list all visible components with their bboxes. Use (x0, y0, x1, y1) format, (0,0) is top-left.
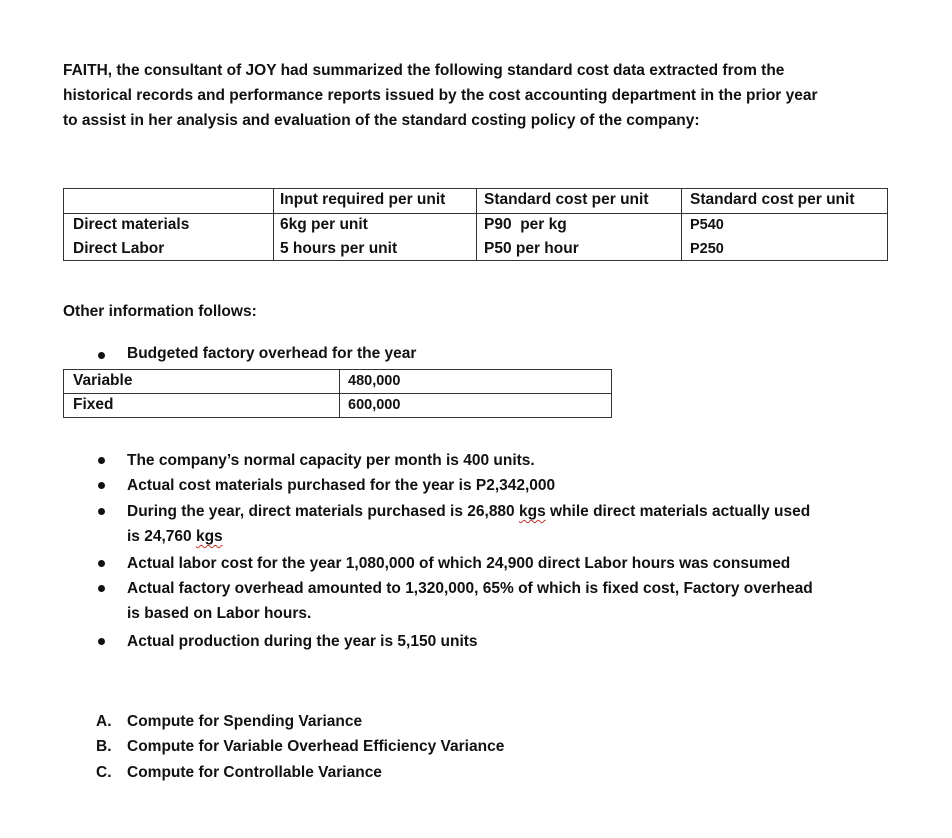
bullet-icon (98, 457, 105, 464)
spellcheck-word: kgs (195, 528, 223, 545)
table-cell: Fixed (73, 396, 114, 413)
question-letter: C. (96, 764, 112, 781)
list-item-text: During the year, direct materials purchased is 26,880 (127, 503, 519, 520)
question-letter: A. (96, 713, 112, 730)
list-item (127, 551, 897, 576)
table-divider (273, 189, 274, 260)
table-cell: Variable (73, 372, 133, 389)
question-item (96, 760, 382, 785)
table-divider (339, 370, 340, 417)
list-item-text: is based on Labor hours. (127, 605, 312, 622)
list-item-text: Actual cost materials purchased for the year is P2,342,000 (127, 477, 556, 494)
bullet-icon (98, 508, 105, 515)
question-text: Compute for Controllable Variance (127, 764, 382, 781)
list-item-text: while direct materials actually used (545, 503, 811, 520)
list-item-text: Actual labor cost for the year 1,080,000 of which 24,900 direct Labor hours was consumed (127, 555, 791, 572)
intro-line-1: FAITH, the consultant of JOY had summarized the following standard cost data extracted from the (63, 62, 785, 79)
question-item (96, 709, 362, 734)
table-cell: 5 hours per unit (280, 240, 398, 257)
list-item-text: Actual production during the year is 5,150 units (127, 633, 478, 650)
list-item (127, 448, 897, 473)
table-cell: 480,000 (348, 373, 401, 389)
spellcheck-word: kgs (518, 503, 546, 520)
overhead-table (63, 369, 612, 418)
bullet-icon (98, 638, 105, 645)
list-item (127, 576, 897, 626)
bullet-icon (98, 352, 105, 359)
table-divider (681, 189, 682, 260)
table-cell: P50 per hour (484, 240, 579, 257)
list-item (127, 629, 897, 654)
question-text: Compute for Spending Variance (127, 713, 363, 730)
list-item (127, 473, 897, 498)
bullet-icon (98, 482, 105, 489)
column-header: Standard cost per unit (484, 191, 649, 208)
list-item-text: The company’s normal capacity per month is 400 units. (127, 452, 535, 469)
table-cell: Direct materials (73, 216, 190, 233)
list-item-text: Actual factory overhead amounted to 1,320,000, 65% of which is fixed cost, Factory overhead (127, 580, 813, 597)
question-item (96, 734, 504, 759)
bullet-icon (98, 560, 105, 567)
table-cell: 600,000 (348, 397, 401, 413)
table-cell: P90 per kg (484, 216, 567, 233)
standard-cost-table (63, 188, 888, 261)
table-cell: Direct Labor (73, 240, 165, 257)
table-cell: P250 (690, 241, 724, 257)
intro-line-2: historical records and performance reports issued by the cost accounting department in the prior year (63, 87, 818, 104)
list-item-text: is 24,760 (127, 528, 196, 545)
table-cell: 6kg per unit (280, 216, 368, 233)
question-text: Compute for Variable Overhead Efficiency Variance (127, 738, 505, 755)
column-header: Standard cost per unit (690, 191, 855, 208)
table-divider (64, 393, 611, 394)
other-info-label: Other information follows: (63, 303, 257, 320)
intro-line-3: to assist in her analysis and evaluation of the standard costing policy of the company: (63, 112, 700, 129)
column-header: Input required per unit (280, 191, 446, 208)
intro-paragraph (63, 58, 903, 133)
bullet-icon (98, 585, 105, 592)
overhead-title: Budgeted factory overhead for the year (127, 345, 417, 362)
list-item (127, 499, 897, 549)
table-cell: P540 (690, 217, 724, 233)
question-letter: B. (96, 738, 112, 755)
table-divider (476, 189, 477, 260)
